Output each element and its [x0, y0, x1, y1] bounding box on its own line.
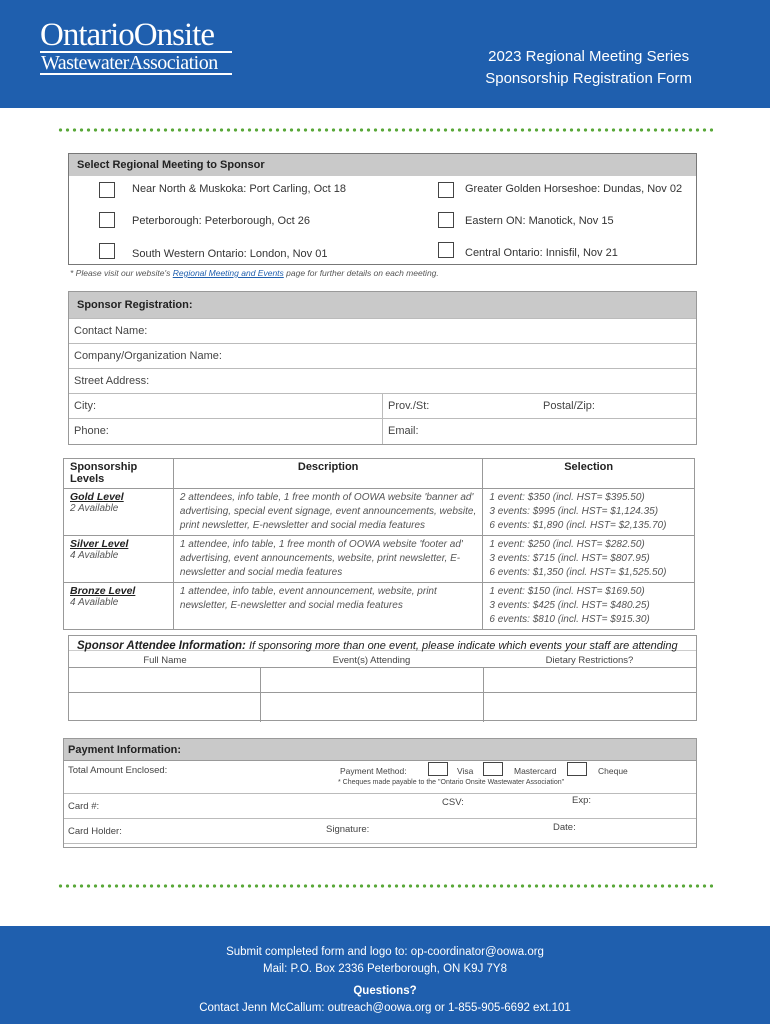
form-title-line1: 2023 Regional Meeting Series: [488, 48, 690, 65]
postal-label: Postal/Zip:: [543, 400, 595, 412]
option-bronze-3[interactable]: 3 events: $425 (incl. HST= $480.25): [489, 600, 650, 611]
signature-field[interactable]: Signature:: [326, 824, 370, 835]
meeting-label-golden-horseshoe: Greater Golden Horseshoe: Dundas, Nov 02: [465, 183, 683, 195]
payment-rule-3: [64, 843, 696, 844]
col-full-name: Full Name: [143, 655, 187, 666]
payment-rule-1: [64, 793, 696, 794]
checkbox-meeting-eastern[interactable]: [438, 212, 454, 228]
option-bronze-1[interactable]: 1 event: $150 (incl. HST= $169.50): [489, 586, 645, 597]
logo-top-text: OntarioOnsite: [40, 17, 214, 53]
form-title: [485, 46, 692, 90]
top-dotted-divider: [57, 128, 713, 132]
city-row: [69, 393, 696, 418]
level-name-bronze: Bronze Level: [70, 585, 136, 597]
table-row: [64, 536, 695, 583]
level-selection-gold[interactable]: [483, 489, 695, 536]
payment-method-label: Payment Method:: [340, 766, 407, 776]
form-title-line2: Sponsorship Registration Form: [485, 70, 692, 87]
street-label: Street Address:: [74, 375, 150, 387]
level-name-silver: Silver Level: [70, 538, 129, 550]
col-events-attending: Event(s) Attending: [332, 655, 411, 666]
level-avail-bronze: 4 Available: [70, 597, 119, 608]
phone-row: [69, 418, 696, 443]
attendee-subtitle: If sponsoring more than one event, please indicate which events your staff are attending: [245, 640, 678, 652]
levels-header-row: [64, 459, 695, 489]
sponsorship-levels-table: [63, 458, 695, 630]
col-levels: Sponsorship Levels: [64, 459, 174, 489]
exp-field[interactable]: Exp:: [572, 795, 592, 806]
registration-heading: Sponsor Registration:: [69, 292, 696, 318]
checkbox-meeting-golden-horseshoe[interactable]: [438, 182, 454, 198]
company-field[interactable]: [69, 343, 696, 368]
attendee-name-input-2[interactable]: [69, 695, 260, 720]
mastercard-label: Mastercard: [514, 766, 557, 776]
sponsor-registration-section: [68, 291, 697, 445]
page-header: [0, 0, 770, 108]
payment-heading: Payment Information:: [64, 739, 696, 761]
meeting-label-near-north: Near North & Muskoka: Port Carling, Oct 18: [132, 183, 346, 195]
checkbox-meeting-central[interactable]: [438, 242, 454, 258]
email-label: Email:: [388, 425, 419, 437]
cheque-label: Cheque: [598, 766, 628, 776]
card-number-field[interactable]: Card #:: [68, 801, 100, 812]
attendee-title-strong: Sponsor Attendee Information:: [77, 640, 246, 652]
option-gold-6[interactable]: 6 events: $1,890 (incl. HST= $2,135.70): [489, 520, 667, 531]
option-silver-6[interactable]: 6 events: $1,350 (incl. HST= $1,525.50): [489, 567, 667, 578]
table-row: [64, 583, 695, 630]
regional-meetings-link[interactable]: Regional Meeting and Events: [172, 268, 284, 278]
level-selection-silver[interactable]: [483, 536, 695, 583]
meeting-label-south-western: South Western Ontario: London, Nov 01: [132, 248, 328, 260]
submit-instructions: Submit completed form and logo to: op-coordinator@oowa.org: [226, 946, 544, 958]
postal-field[interactable]: [538, 394, 595, 419]
contact-name-label: Contact Name:: [74, 325, 148, 337]
phone-field[interactable]: Phone:: [74, 425, 109, 437]
meeting-note: [70, 268, 439, 278]
prov-field[interactable]: [382, 394, 538, 419]
contact-name-field[interactable]: [69, 318, 696, 343]
total-amount-field[interactable]: Total Amount Enclosed:: [68, 765, 168, 776]
checkbox-mastercard[interactable]: [483, 762, 503, 776]
option-gold-1[interactable]: 1 event: $350 (incl. HST= $395.50): [489, 492, 645, 503]
email-field[interactable]: [382, 419, 419, 444]
col-description: Description: [173, 459, 482, 489]
checkbox-meeting-peterborough[interactable]: [99, 212, 115, 228]
contact-info: Contact Jenn McCallum: outreach@oowa.org or 1-855-905-6692 ext.101: [199, 1002, 571, 1014]
note-suffix: page for further details on each meeting.: [283, 268, 439, 278]
meeting-label-peterborough: Peterborough: Peterborough, Oct 26: [132, 215, 310, 227]
level-desc-bronze: 1 attendee, info table, event announcement, website, print newsletter, E-newsletter and social media features: [173, 583, 482, 630]
cheque-note: * Cheques made payable to the "Ontario Onsite Wastewater Association": [338, 779, 565, 786]
logo-bottom-text: WastewaterAssociation: [40, 51, 232, 75]
checkbox-meeting-south-western[interactable]: [99, 243, 115, 259]
col-selection: Selection: [483, 459, 695, 489]
page-footer: [0, 926, 770, 1024]
payment-section: [63, 738, 697, 848]
meeting-label-eastern: Eastern ON: Manotick, Nov 15: [465, 215, 614, 227]
checkbox-visa[interactable]: [428, 762, 448, 776]
col-dietary: Dietary Restrictions?: [545, 655, 634, 666]
payment-rule-2: [64, 818, 696, 819]
card-holder-field[interactable]: Card Holder:: [68, 826, 122, 837]
level-name-gold: Gold Level: [70, 491, 124, 503]
attendee-name-input-1[interactable]: [69, 668, 260, 694]
level-desc-gold: 2 attendees, info table, 1 free month of OOWA website 'banner ad' advertising, special event signage, event announcements, website, print newsletter, E-newsletter and social media features: [173, 489, 482, 536]
attendee-title: [77, 640, 678, 652]
option-gold-3[interactable]: 3 events: $995 (incl. HST= $1,124.35): [489, 506, 659, 517]
csv-field[interactable]: CSV:: [442, 797, 464, 808]
questions-heading: Questions?: [353, 985, 417, 997]
table-row: [64, 489, 695, 536]
prov-label: Prov./St:: [388, 400, 430, 412]
oowa-logo: [40, 17, 232, 75]
bottom-dotted-divider: [57, 884, 713, 888]
note-prefix: * Please visit our website's: [70, 268, 173, 278]
city-field[interactable]: City:: [74, 400, 96, 412]
level-desc-silver: 1 attendee, info table, 1 free month of OOWA website 'footer ad' advertising, event announcements, website, print newsletter, E-newsletter and social media features: [173, 536, 482, 583]
mail-address: Mail: P.O. Box 2336 Peterborough, ON K9J 7Y8: [263, 963, 507, 975]
meeting-section-heading: Select Regional Meeting to Sponsor: [69, 154, 696, 176]
street-field[interactable]: [69, 368, 696, 393]
visa-label: Visa: [457, 766, 474, 776]
level-avail-silver: 4 Available: [70, 550, 119, 561]
date-field[interactable]: Date:: [553, 822, 576, 833]
level-selection-bronze[interactable]: [483, 583, 695, 630]
attendee-col-divider-2: [483, 667, 484, 722]
checkbox-cheque[interactable]: [567, 762, 587, 776]
checkbox-meeting-near-north[interactable]: [99, 182, 115, 198]
option-silver-1[interactable]: 1 event: $250 (incl. HST= $282.50): [489, 539, 645, 550]
option-bronze-6[interactable]: 6 events: $810 (incl. HST= $915.30): [489, 614, 650, 625]
attendee-col-divider-1: [260, 667, 261, 722]
meeting-label-central: Central Ontario: Innisfil, Nov 21: [465, 247, 618, 259]
company-label: Company/Organization Name:: [74, 350, 222, 362]
level-avail-gold: 2 Available: [70, 503, 119, 514]
option-silver-3[interactable]: 3 events: $715 (incl. HST= $807.95): [489, 553, 650, 564]
